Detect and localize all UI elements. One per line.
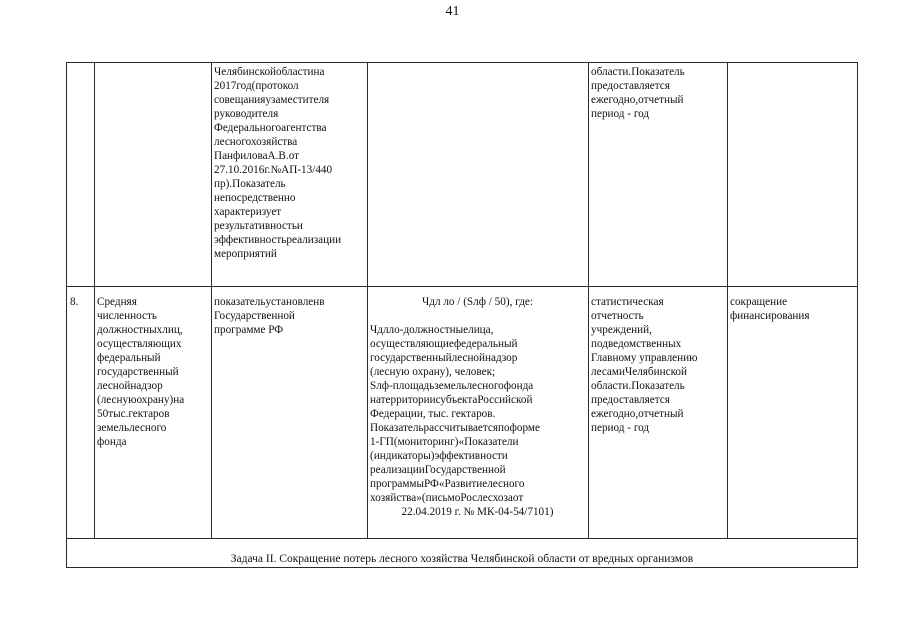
text-line: эффективностьреализации — [214, 234, 342, 246]
text-line: финансирования — [730, 310, 810, 322]
table-bottom-border — [66, 567, 858, 568]
continuation-basis-cell — [214, 65, 364, 261]
task-heading-row: Задача II. Сокращение потерь лесного хозяйства Челябинской области от вредных организмов — [230, 553, 694, 565]
text-line: характеризует — [214, 206, 282, 218]
text-line: предоставляется — [591, 80, 670, 92]
text-line: период - год — [591, 108, 650, 120]
text-line: показательустановленв — [214, 296, 325, 308]
row-divider — [66, 286, 858, 287]
text-line: непосредственно — [214, 192, 296, 204]
text-line: области.Показатель — [591, 380, 685, 392]
formula: Чдл ло / (Sлф / 50), где: — [421, 296, 533, 308]
row-number — [70, 295, 92, 309]
table-right-border — [857, 62, 858, 568]
text-line: реализацииГосударственной — [370, 464, 506, 476]
column-divider — [588, 62, 589, 538]
text-line: фонда — [97, 436, 127, 448]
page-number: 41 — [445, 4, 460, 19]
text-line: 2017год(протокол — [214, 80, 299, 92]
text-line: численность — [97, 310, 157, 322]
text-line: должностныхлиц, — [97, 324, 183, 336]
calculation-method-cell — [370, 295, 585, 519]
text-line: учреждений, — [591, 324, 652, 336]
text-line: подведомственных — [591, 338, 682, 350]
column-divider — [94, 62, 95, 538]
text-line: государственныйлеснойнадзор — [370, 352, 518, 364]
spacer — [370, 309, 585, 323]
text-line: ежегодно,отчетный — [591, 408, 684, 420]
text-line: 27.10.2016г.№АП-13/440 — [214, 164, 333, 176]
text-line: предоставляется — [591, 394, 670, 406]
text-line: 22.04.2019 г. № МК-04-54/7101) — [401, 506, 554, 518]
text-line: сокращение — [730, 296, 788, 308]
text-line: совещанияузаместителя — [214, 94, 330, 106]
reason-cell — [730, 295, 854, 323]
text-line: ПанфиловаА.В.от — [214, 150, 300, 162]
text-line: осуществляющих — [97, 338, 182, 350]
text-line: федеральный — [97, 352, 161, 364]
data-source-cell — [591, 295, 724, 435]
text-line: отчетность — [591, 310, 644, 322]
text-line: пр).Показатель — [214, 178, 286, 190]
text-line: программыРФ«Развитиелесного — [370, 478, 525, 490]
text-line: результативностьи — [214, 220, 303, 232]
text-line: программе РФ — [214, 324, 284, 336]
text-line: (индикаторы)эффективности — [370, 450, 508, 462]
text-line: 1-ГП(мониторинг)«Показатели — [370, 436, 519, 448]
text-line: осуществляющиефедеральный — [370, 338, 518, 350]
text-line: Средняя — [97, 296, 137, 308]
text-line: земельлесного — [97, 422, 167, 434]
text-line: 8. — [70, 296, 79, 308]
column-divider — [367, 62, 368, 538]
text-line: хозяйства»(письмоРослесхозаот — [370, 492, 524, 504]
column-divider — [727, 62, 728, 538]
text-line: Федеральногоагентства — [214, 122, 327, 134]
text-line: период - год — [591, 422, 650, 434]
text-line: области.Показатель — [591, 66, 685, 78]
text-line: (лесную охрану), человек; — [370, 366, 496, 378]
text-line: Челябинскойобластина — [214, 66, 325, 78]
row-divider — [66, 538, 858, 539]
indicator-basis-cell — [214, 295, 364, 337]
text-line: Государственной — [214, 310, 295, 322]
text-line: статистическая — [591, 296, 664, 308]
text-line: Чдлло-должностныелица, — [370, 324, 494, 336]
text-line: (леснуюохрану)на — [97, 394, 185, 406]
indicator-name-cell — [97, 295, 208, 449]
text-line: лесногохозяйства — [214, 136, 298, 148]
text-line: лесамиЧелябинской — [591, 366, 688, 378]
table-top-border — [66, 62, 858, 63]
text-line: 50тыс.гектаров — [97, 408, 170, 420]
text-line: Федерации, тыс. гектаров. — [370, 408, 496, 420]
text-line: мероприятий — [214, 248, 277, 260]
text-line: государственный — [97, 366, 179, 378]
text-line: Главному управлению — [591, 352, 698, 364]
text-line: ежегодно,отчетный — [591, 94, 684, 106]
text-line: натерриториисубъектаРоссийской — [370, 394, 533, 406]
continuation-source-cell — [591, 65, 724, 121]
text-line: леснойнадзор — [97, 380, 163, 392]
text-line: руководителя — [214, 108, 279, 120]
text-line: Sлф-площадьземельлесногофонда — [370, 380, 534, 392]
column-divider — [211, 62, 212, 538]
indicator-table — [66, 62, 858, 568]
table-left-border — [66, 62, 67, 568]
text-line: Показательрассчитываетсяпоформе — [370, 422, 540, 434]
